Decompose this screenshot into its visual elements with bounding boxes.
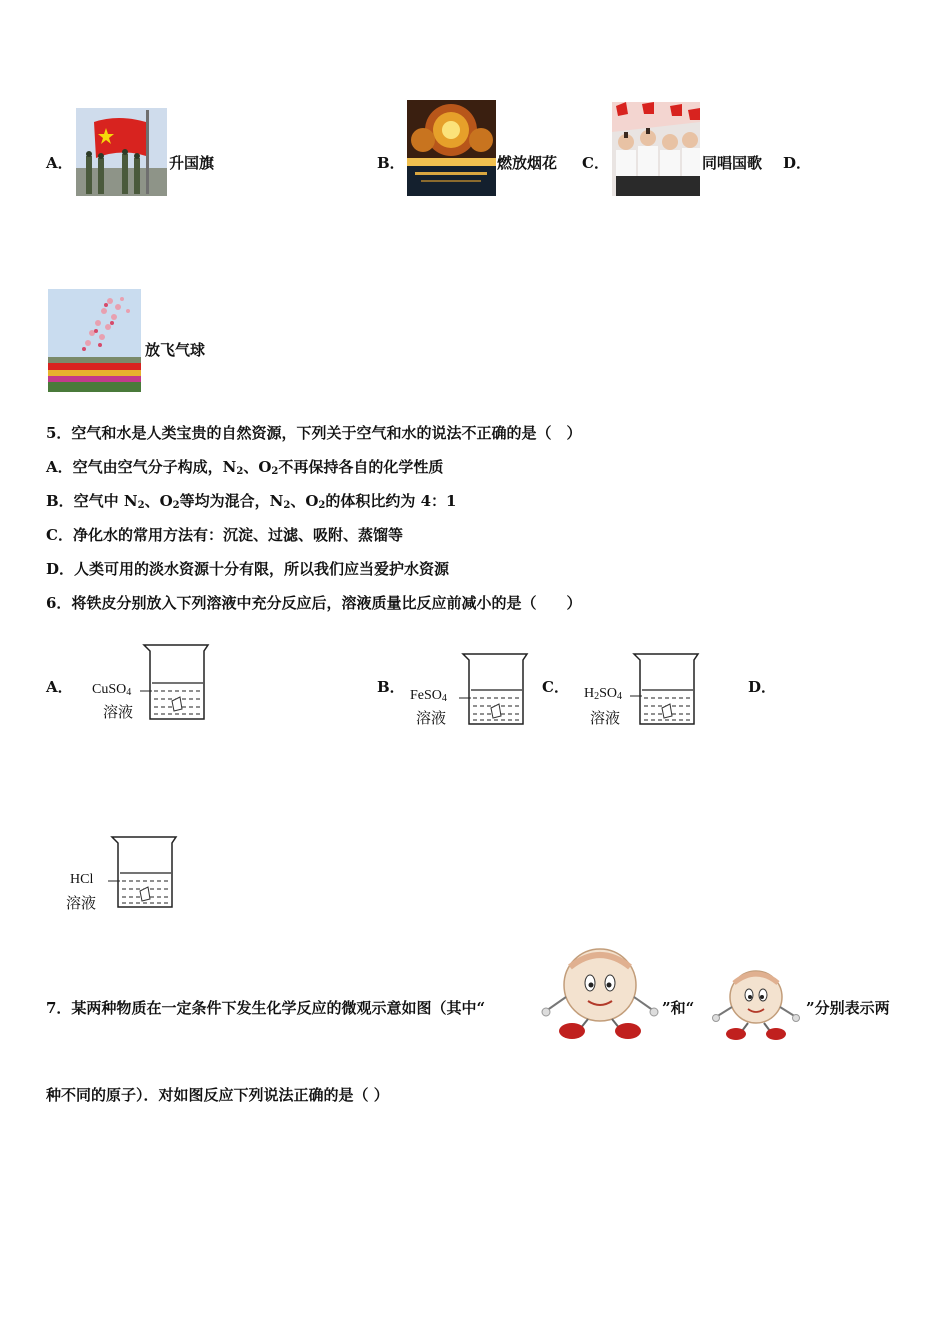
q4-option-b-letter: B． [377,154,405,172]
q7-stem-line2: 种不同的原子）．对如图反应下列说法正确的是（ ） [46,1086,389,1104]
singing-photo [612,102,700,196]
beaker-cuso4 [140,643,212,723]
q6-option-b-formula: FeSO$_4$ [410,688,447,704]
q6-stem: 6．将铁皮分别放入下列溶液中充分反应后，溶液质量比反应前减小的是（ ） [46,594,582,612]
q6-option-b-letter: B． [377,678,405,696]
q4-option-d-letter: D． [783,154,812,172]
q7-stem-start: 7．某两种物质在一定条件下发生化学反应的微观示意如图（其中“ [46,999,486,1017]
beaker-hcl [108,835,180,911]
q4-option-c-letter: C． [582,154,609,172]
q6-option-d-letter: D． [748,678,777,696]
q6-option-c-solution: 溶液 [590,711,621,727]
q6-option-a-solution: 溶液 [103,705,134,721]
q4-option-b-caption: 燃放烟花 [497,154,558,172]
q4-option-d-caption: 放飞气球 [145,341,206,359]
q6-option-d-formula: HCl [70,872,94,887]
atom-character-small-icon [710,965,802,1043]
q4-option-a-caption: 升国旗 [169,154,215,172]
q5-stem: 5．空气和水是人类宝贵的自然资源，下列关于空气和水的说法不正确的是（ ） [46,424,582,442]
q5-option-d: D．人类可用的淡水资源十分有限，所以我们应当爱护水资源 [46,560,450,578]
q6-option-c-letter: C． [542,678,569,696]
balloons-photo [48,289,141,392]
q4-option-a-letter: A． [46,154,73,172]
q5-option-a: A．空气由空气分子构成，$N_2$、$O_2$不再保持各自的化学性质 [46,458,444,477]
q7-stem-end: ”分别表示两 [806,999,890,1017]
q4-option-c-caption: 同唱国歌 [702,154,763,172]
q6-option-b-solution: 溶液 [416,711,447,727]
q6-option-a-letter: A． [46,678,73,696]
q6-option-a-formula: CuSO$_4$ [92,682,132,698]
q5-option-c: C．净化水的常用方法有：沉淀、过滤、吸附、蒸馏等 [46,526,403,544]
atom-character-large-icon [540,945,662,1043]
beaker-h2so4 [630,652,702,728]
fireworks-photo [407,100,496,196]
q6-option-d-solution: 溶液 [66,896,97,912]
q6-option-c-formula: $H_2SO_4$ [584,686,623,702]
flag-raising-photo [76,108,167,196]
q7-stem-middle: ”和“ [662,999,695,1017]
q5-option-b: B．空气中 $N_2$、$O_2$等均为混合，$N_2$、$O_2$的体积比约为 4：1 [46,492,457,511]
beaker-feso4 [459,652,531,728]
